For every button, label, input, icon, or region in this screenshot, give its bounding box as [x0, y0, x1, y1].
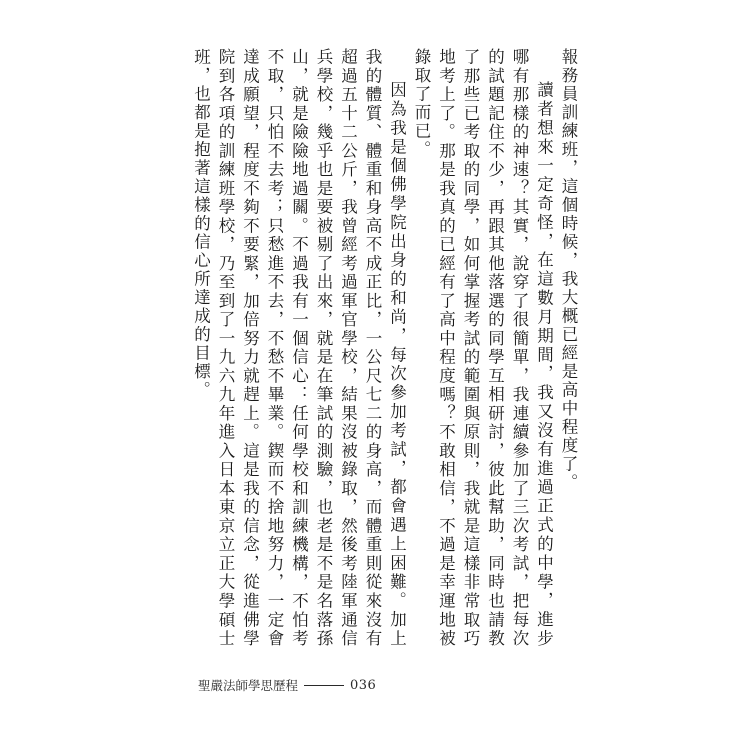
page-number: 036 [350, 677, 377, 693]
footer-divider [304, 685, 344, 686]
book-title: 聖嚴法師學思歷程 [198, 678, 299, 693]
page-footer [198, 676, 376, 694]
paragraph-1: 報務員訓練班，這個時候，我大概已經是高中程度了。 [559, 48, 578, 492]
paragraph-3: 因為我是個佛學院出身的和尚，每次參加考試，都會遇上困難。加上我的體質、體重和身高不成正比，一公尺七二的身高，而體重則從來沒有超過五十二公斤，我曾經考過軍官學校，結果沒被錄取，然後考陸軍通信兵學校，幾乎也是要被剔了出來，就是在筆試的測驗，也老是不是名落孫山，就是險險地過關。不過我有一個信心：任何學校和訓練機構，不怕考不取，只怕不去考；只愁進不去，不愁不畢業。鍥而不捨地努力，一定會達成願望，程度不夠不要緊，加倍努力就趕上。這是我的信念，從進佛學院到各項的訓練班學校，乃至到了一九六九年進入日本東京立正大學碩士班，也都是抱著這樣的信心所達成的目標。 [191, 48, 407, 648]
paragraph-2: 讀者想來一定奇怪，在這數月期間，我又沒有進過正式的中學，進步哪有那樣的神速？其實，說穿了很簡單，我連續參加了三次考試，把每次的試題記住不少，再跟其他落選的同學互相研討，彼此幫助，同時也請教了那些已考取的同學，如何掌握考試的範圍與原則，我就是這樣非常取巧地考上了。那是我真的已經有了高中程度嗎？不敢相信，不過是幸運地被錄取了而已。 [412, 48, 554, 648]
vertical-text-body [188, 48, 580, 648]
